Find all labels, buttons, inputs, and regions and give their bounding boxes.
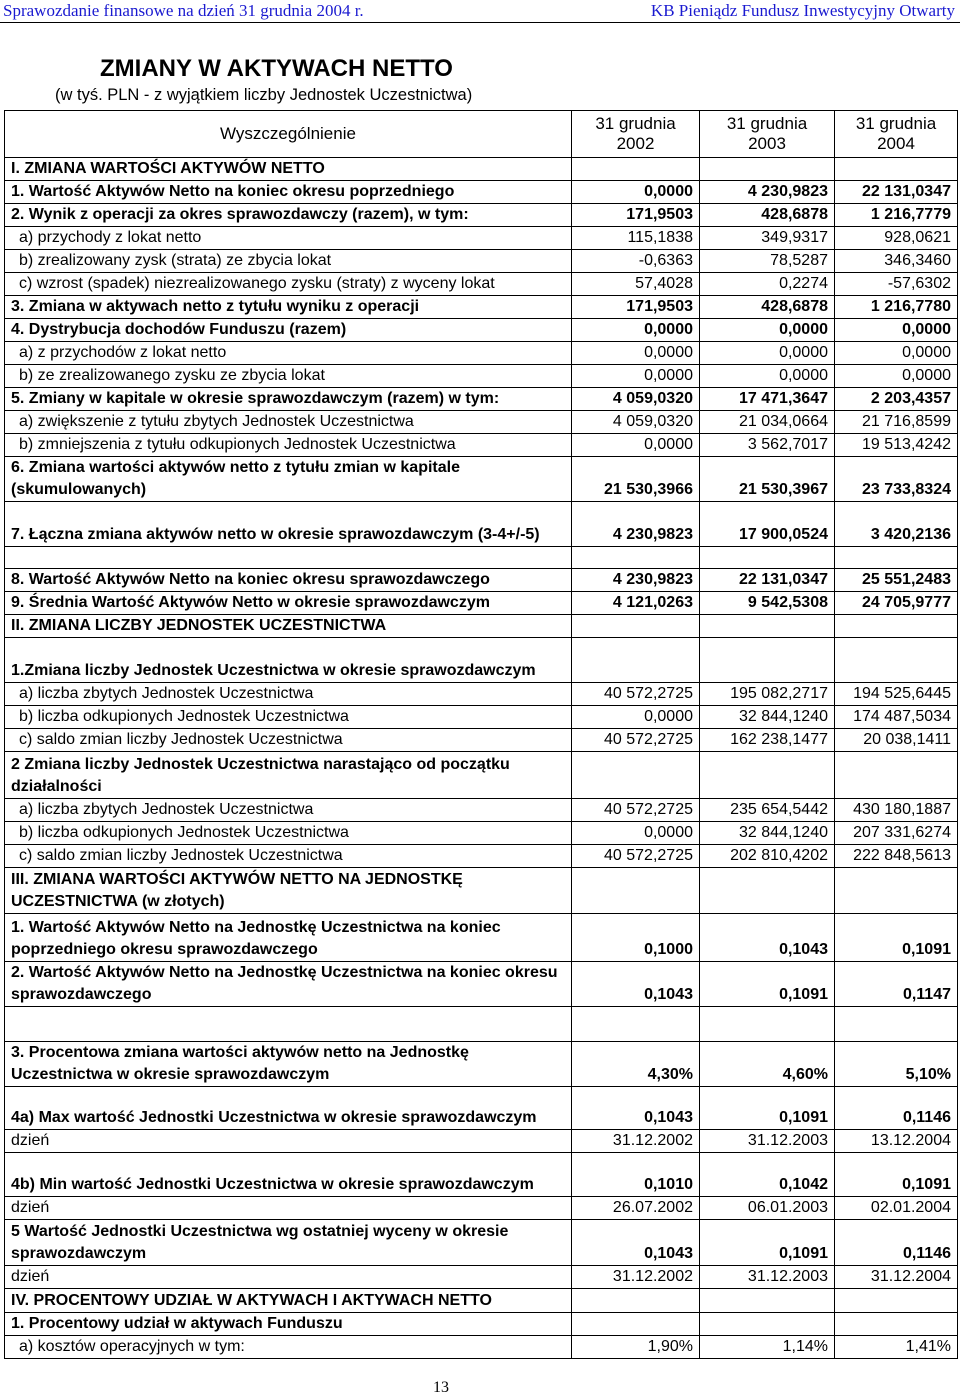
cell-2002: 4 230,9823 — [572, 502, 700, 547]
cell-2003: 9 542,5308 — [700, 592, 835, 615]
cell-2002: 21 530,3966 — [572, 457, 700, 502]
cell-2003 — [700, 547, 835, 569]
cell-2003: 4,60% — [700, 1042, 835, 1087]
cell-2002 — [572, 752, 700, 799]
cell-2004: 194 525,6445 — [835, 683, 958, 706]
cell-2003: 0,0000 — [700, 342, 835, 365]
cell-2002: 171,9503 — [572, 204, 700, 227]
cell-2004: 5,10% — [835, 1042, 958, 1087]
table-row — [5, 227, 958, 250]
row-label: b) liczba odkupionych Jednostek Uczestnictwa — [5, 706, 572, 729]
cell-2003: 78,5287 — [700, 250, 835, 273]
cell-2002: 31.12.2002 — [572, 1130, 700, 1153]
cell-2003: 0,0000 — [700, 319, 835, 342]
cell-2003 — [700, 615, 835, 638]
cell-2004: 0,1146 — [835, 1220, 958, 1266]
row-label: a) kosztów operacyjnych w tym: — [5, 1336, 572, 1359]
cell-2004: 20 038,1411 — [835, 729, 958, 752]
net-assets-table — [4, 110, 958, 1359]
cell-2004: 207 331,6274 — [835, 822, 958, 845]
row-label: c) saldo zmian liczby Jednostek Uczestnictwa — [5, 729, 572, 752]
row-label: dzień — [5, 1266, 572, 1289]
cell-2003 — [700, 1289, 835, 1313]
cell-2004: 3 420,2136 — [835, 502, 958, 547]
cell-2003: 195 082,2717 — [700, 683, 835, 706]
cell-2003: 22 131,0347 — [700, 569, 835, 592]
table-row — [5, 1007, 958, 1042]
cell-2003: 17 900,0524 — [700, 502, 835, 547]
page-header — [0, 0, 960, 22]
cell-2002: 0,0000 — [572, 181, 700, 204]
column-header-label: Wyszczególnienie — [5, 111, 572, 158]
cell-2002: 1,90% — [572, 1336, 700, 1359]
row-label: IV. PROCENTOWY UDZIAŁ W AKTYWACH I AKTYWACH NETTO — [5, 1289, 572, 1313]
cell-2003: 0,1091 — [700, 962, 835, 1007]
cell-2002: -0,6363 — [572, 250, 700, 273]
row-label: b) liczba odkupionych Jednostek Uczestnictwa — [5, 822, 572, 845]
page-number: 13 — [433, 1379, 449, 1396]
row-label: 2. Wynik z operacji za okres sprawozdawczy (razem), w tym: — [5, 204, 572, 227]
table-row — [5, 1042, 958, 1087]
cell-2002: 40 572,2725 — [572, 683, 700, 706]
table-row — [5, 250, 958, 273]
cell-2003 — [700, 638, 835, 683]
cell-2002 — [572, 868, 700, 914]
table-row — [5, 365, 958, 388]
table-row — [5, 1130, 958, 1153]
cell-2003 — [700, 158, 835, 181]
cell-2003: 3 562,7017 — [700, 434, 835, 457]
cell-2004: 0,1091 — [835, 914, 958, 962]
row-label: a) liczba zbytych Jednostek Uczestnictwa — [5, 683, 572, 706]
table-row — [5, 181, 958, 204]
table-row — [5, 342, 958, 365]
row-label: b) zrealizowany zysk (strata) ze zbycia lokat — [5, 250, 572, 273]
cell-2004: 31.12.2004 — [835, 1266, 958, 1289]
table-row — [5, 296, 958, 319]
cell-2004 — [835, 638, 958, 683]
table-row — [5, 1336, 958, 1359]
table-row — [5, 1313, 958, 1336]
cell-2004: 13.12.2004 — [835, 1130, 958, 1153]
header-report-title: Sprawozdanie finansowe na dzień 31 grudnia 2004 r. — [3, 1, 364, 20]
cell-2003: 349,9317 — [700, 227, 835, 250]
cell-2004 — [835, 752, 958, 799]
cell-2003 — [700, 752, 835, 799]
page-title: ZMIANY W AKTYWACH NETTO — [100, 55, 453, 82]
row-label: a) zwiększenie z tytułu zbytych Jednostek Uczestnictwa — [5, 411, 572, 434]
table-row — [5, 273, 958, 296]
row-label: c) wzrost (spadek) niezrealizowanego zysku (straty) z wyceny lokat — [5, 273, 572, 296]
table-row — [5, 502, 958, 547]
cell-2004 — [835, 1007, 958, 1042]
cell-2004: 0,0000 — [835, 319, 958, 342]
cell-2003: 428,6878 — [700, 296, 835, 319]
cell-2003: 0,1042 — [700, 1153, 835, 1197]
cell-2004: 0,1147 — [835, 962, 958, 1007]
row-label: 6. Zmiana wartości aktywów netto z tytułu zmian w kapitale (skumulowanych) — [5, 457, 572, 502]
table-row — [5, 457, 958, 502]
cell-2002: 0,1043 — [572, 962, 700, 1007]
cell-2002 — [572, 615, 700, 638]
cell-2003: 0,2274 — [700, 273, 835, 296]
table-row — [5, 868, 958, 914]
cell-2003: 17 471,3647 — [700, 388, 835, 411]
cell-2004: 346,3460 — [835, 250, 958, 273]
cell-2002: 4,30% — [572, 1042, 700, 1087]
table-row — [5, 569, 958, 592]
cell-2003: 31.12.2003 — [700, 1130, 835, 1153]
row-label: 4. Dystrybucja dochodów Funduszu (razem) — [5, 319, 572, 342]
table-row — [5, 1220, 958, 1266]
table-row — [5, 319, 958, 342]
row-label: III. ZMIANA WARTOŚCI AKTYWÓW NETTO NA JEDNOSTKĘ UCZESTNICTWA (w złotych) — [5, 868, 572, 914]
cell-2002: 0,0000 — [572, 365, 700, 388]
cell-2004: 928,0621 — [835, 227, 958, 250]
cell-2004: 21 716,8599 — [835, 411, 958, 434]
table-row — [5, 706, 958, 729]
row-label: 1.Zmiana liczby Jednostek Uczestnictwa w okresie sprawozdawczym — [5, 638, 572, 683]
row-label: 3. Procentowa zmiana wartości aktywów netto na Jednostkę Uczestnictwa w okresie sprawozdawczym — [5, 1042, 572, 1087]
table-row — [5, 683, 958, 706]
table-row — [5, 1266, 958, 1289]
table-row — [5, 592, 958, 615]
row-label: 5 Wartość Jednostki Uczestnictwa wg ostatniej wyceny w okresie sprawozdawczym — [5, 1220, 572, 1266]
row-label: 5. Zmiany w kapitale w okresie sprawozdawczym (razem) w tym: — [5, 388, 572, 411]
cell-2004: 1,41% — [835, 1336, 958, 1359]
row-label: b) zmniejszenia z tytułu odkupionych Jednostek Uczestnictwa — [5, 434, 572, 457]
cell-2002: 115,1838 — [572, 227, 700, 250]
cell-2003 — [700, 1313, 835, 1336]
cell-2004 — [835, 1289, 958, 1313]
table-row — [5, 752, 958, 799]
cell-2002: 4 121,0263 — [572, 592, 700, 615]
cell-2004: 24 705,9777 — [835, 592, 958, 615]
row-label: 4a) Max wartość Jednostki Uczestnictwa w okresie sprawozdawczym — [5, 1087, 572, 1130]
row-label: b) ze zrealizowanego zysku ze zbycia lokat — [5, 365, 572, 388]
row-label: 7. Łączna zmiana aktywów netto w okresie sprawozdawczym (3-4+/-5) — [5, 502, 572, 547]
cell-2002 — [572, 547, 700, 569]
cell-2004: 222 848,5613 — [835, 845, 958, 868]
cell-2004: 0,0000 — [835, 365, 958, 388]
row-label: II. ZMIANA LICZBY JEDNOSTEK UCZESTNICTWA — [5, 615, 572, 638]
table-row — [5, 204, 958, 227]
column-header-2003: 31 grudnia 2003 — [700, 111, 835, 158]
table-row — [5, 434, 958, 457]
table-row — [5, 845, 958, 868]
row-label — [5, 1007, 572, 1042]
cell-2002 — [572, 638, 700, 683]
row-label: 2. Wartość Aktywów Netto na Jednostkę Uczestnictwa na koniec okresu sprawozdawczego — [5, 962, 572, 1007]
cell-2004 — [835, 547, 958, 569]
cell-2004: 2 203,4357 — [835, 388, 958, 411]
cell-2003: 235 654,5442 — [700, 799, 835, 822]
cell-2004: 0,1146 — [835, 1087, 958, 1130]
cell-2004 — [835, 1313, 958, 1336]
row-label: 1. Wartość Aktywów Netto na Jednostkę Uczestnictwa na koniec poprzedniego okresu sprawozdawczego — [5, 914, 572, 962]
cell-2002 — [572, 158, 700, 181]
row-label: c) saldo zmian liczby Jednostek Uczestnictwa — [5, 845, 572, 868]
table-row — [5, 1153, 958, 1197]
row-label: a) liczba zbytych Jednostek Uczestnictwa — [5, 799, 572, 822]
cell-2003: 1,14% — [700, 1336, 835, 1359]
cell-2004: 19 513,4242 — [835, 434, 958, 457]
cell-2004: 0,1091 — [835, 1153, 958, 1197]
cell-2002 — [572, 1289, 700, 1313]
cell-2004 — [835, 615, 958, 638]
column-header-2002: 31 grudnia 2002 — [572, 111, 700, 158]
cell-2002: 40 572,2725 — [572, 729, 700, 752]
page-subtitle: (w tyś. PLN - z wyjątkiem liczby Jednostek Uczestnictwa) — [55, 86, 473, 104]
table-row — [5, 729, 958, 752]
table-row — [5, 1197, 958, 1220]
table-row — [5, 411, 958, 434]
header-divider — [0, 22, 960, 23]
row-label: 2 Zmiana liczby Jednostek Uczestnictwa narastająco od początku działalności — [5, 752, 572, 799]
cell-2004: 0,0000 — [835, 342, 958, 365]
cell-2002 — [572, 1007, 700, 1042]
cell-2004: 1 216,7779 — [835, 204, 958, 227]
table-row — [5, 158, 958, 181]
cell-2003: 202 810,4202 — [700, 845, 835, 868]
cell-2002: 0,0000 — [572, 822, 700, 845]
cell-2002 — [572, 1313, 700, 1336]
cell-2004 — [835, 158, 958, 181]
table-row — [5, 962, 958, 1007]
cell-2003: 32 844,1240 — [700, 706, 835, 729]
cell-2002: 0,1010 — [572, 1153, 700, 1197]
cell-2003 — [700, 1007, 835, 1042]
cell-2003: 0,1091 — [700, 1087, 835, 1130]
cell-2003: 162 238,1477 — [700, 729, 835, 752]
cell-2002: 0,0000 — [572, 319, 700, 342]
row-label: dzień — [5, 1130, 572, 1153]
cell-2003: 0,1043 — [700, 914, 835, 962]
row-label: 1. Wartość Aktywów Netto na koniec okresu poprzedniego — [5, 181, 572, 204]
header-fund-name: KB Pieniądz Fundusz Inwestycyjny Otwarty — [650, 1, 955, 20]
cell-2003: 21 034,0664 — [700, 411, 835, 434]
cell-2002: 31.12.2002 — [572, 1266, 700, 1289]
cell-2002: 4 059,0320 — [572, 411, 700, 434]
cell-2002: 0,0000 — [572, 706, 700, 729]
row-label: dzień — [5, 1197, 572, 1220]
cell-2002: 0,1000 — [572, 914, 700, 962]
cell-2002: 4 230,9823 — [572, 569, 700, 592]
column-header-2004: 31 grudnia 2004 — [835, 111, 958, 158]
cell-2002: 171,9503 — [572, 296, 700, 319]
row-label: a) z przychodów z lokat netto — [5, 342, 572, 365]
table-row — [5, 799, 958, 822]
cell-2003: 06.01.2003 — [700, 1197, 835, 1220]
cell-2003: 0,1091 — [700, 1220, 835, 1266]
cell-2002: 40 572,2725 — [572, 845, 700, 868]
table-row — [5, 547, 958, 569]
cell-2002: 4 059,0320 — [572, 388, 700, 411]
cell-2002: 26.07.2002 — [572, 1197, 700, 1220]
table-row — [5, 822, 958, 845]
row-label: a) przychody z lokat netto — [5, 227, 572, 250]
cell-2004: 174 487,5034 — [835, 706, 958, 729]
table-row — [5, 914, 958, 962]
cell-2004: 02.01.2004 — [835, 1197, 958, 1220]
cell-2003: 428,6878 — [700, 204, 835, 227]
cell-2003: 4 230,9823 — [700, 181, 835, 204]
cell-2004: 1 216,7780 — [835, 296, 958, 319]
cell-2003: 0,0000 — [700, 365, 835, 388]
cell-2004: 25 551,2483 — [835, 569, 958, 592]
row-label: 9. Średnia Wartość Aktywów Netto w okresie sprawozdawczym — [5, 592, 572, 615]
table-row — [5, 1289, 958, 1313]
cell-2004: 22 131,0347 — [835, 181, 958, 204]
cell-2004: 23 733,8324 — [835, 457, 958, 502]
cell-2002: 0,0000 — [572, 342, 700, 365]
cell-2004: 430 180,1887 — [835, 799, 958, 822]
table-row — [5, 615, 958, 638]
table-row — [5, 1087, 958, 1130]
row-label: 1. Procentowy udział w aktywach Funduszu — [5, 1313, 572, 1336]
table-row — [5, 638, 958, 683]
row-label: 4b) Min wartość Jednostki Uczestnictwa w okresie sprawozdawczym — [5, 1153, 572, 1197]
cell-2002: 57,4028 — [572, 273, 700, 296]
cell-2004 — [835, 868, 958, 914]
cell-2003: 32 844,1240 — [700, 822, 835, 845]
cell-2002: 40 572,2725 — [572, 799, 700, 822]
row-label: 3. Zmiana w aktywach netto z tytułu wyniku z operacji — [5, 296, 572, 319]
cell-2002: 0,0000 — [572, 434, 700, 457]
cell-2002: 0,1043 — [572, 1220, 700, 1266]
row-label — [5, 547, 572, 569]
cell-2003: 31.12.2003 — [700, 1266, 835, 1289]
cell-2002: 0,1043 — [572, 1087, 700, 1130]
table-row — [5, 388, 958, 411]
cell-2004: -57,6302 — [835, 273, 958, 296]
table-header-row — [5, 111, 958, 158]
cell-2003 — [700, 868, 835, 914]
row-label: I. ZMIANA WARTOŚCI AKTYWÓW NETTO — [5, 158, 572, 181]
cell-2003: 21 530,3967 — [700, 457, 835, 502]
row-label: 8. Wartość Aktywów Netto na koniec okresu sprawozdawczego — [5, 569, 572, 592]
